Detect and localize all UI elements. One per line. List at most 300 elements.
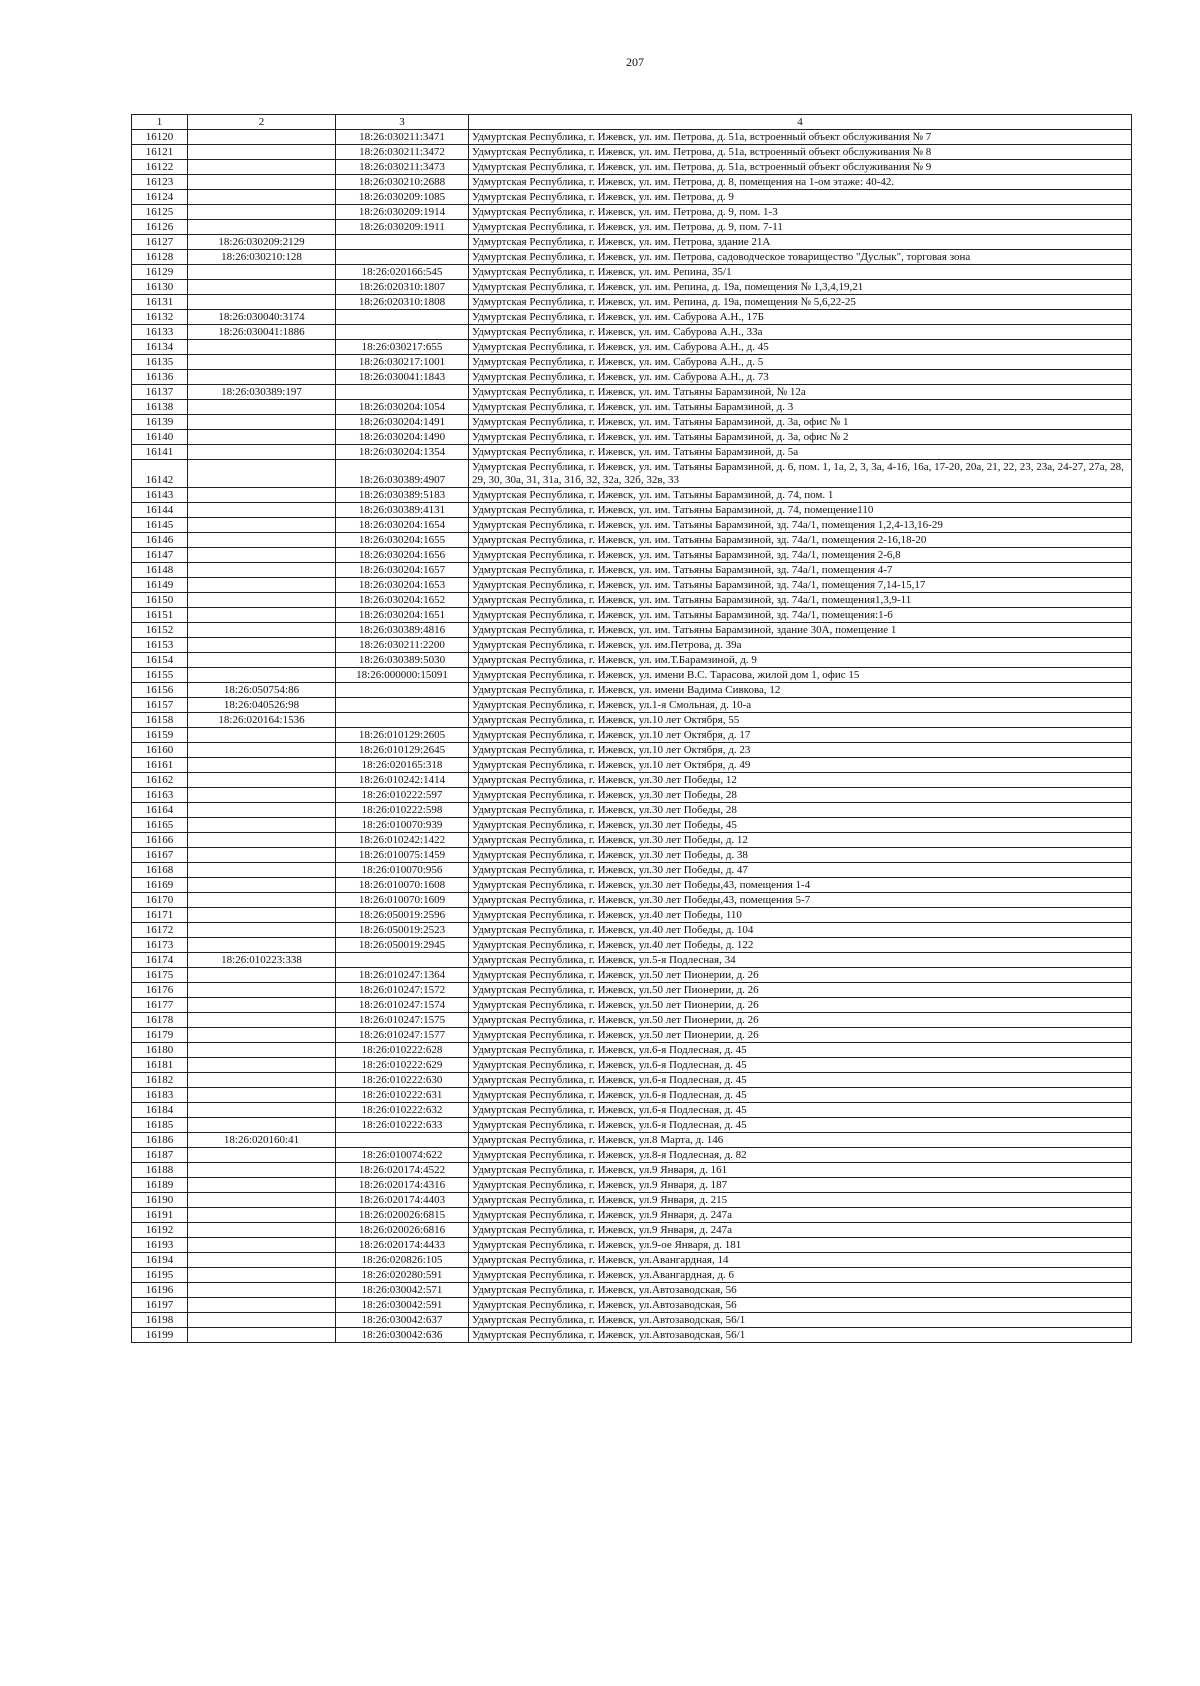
cadastral-number-building-cell: [188, 1043, 336, 1058]
address-cell: Удмуртская Республика, г. Ижевск, ул.30 лет Победы,43, помещения 1-4: [469, 878, 1132, 893]
cadastral-number-premises-cell: [336, 385, 469, 400]
address-cell: Удмуртская Республика, г. Ижевск, ул. им. Татьяны Барамзиной, зд. 74а/1, помещения 7,14-15,17: [469, 578, 1132, 593]
address-cell: Удмуртская Республика, г. Ижевск, ул.50 лет Пионерии, д. 26: [469, 1013, 1132, 1028]
table-row: [132, 728, 1132, 743]
table-row: [132, 923, 1132, 938]
cadastral-number-premises-cell: 18:26:010247:1364: [336, 968, 469, 983]
cadastral-number-building-cell: [188, 1088, 336, 1103]
cadastral-number-building-cell: [188, 593, 336, 608]
address-cell: Удмуртская Республика, г. Ижевск, ул. им. Татьяны Барамзиной, здание 30А, помещение 1: [469, 623, 1132, 638]
table-row: [132, 743, 1132, 758]
row-number-cell: 16137: [132, 385, 188, 400]
cadastral-number-building-cell: [188, 265, 336, 280]
address-cell: Удмуртская Республика, г. Ижевск, ул. им. Петрова, здание 21А: [469, 235, 1132, 250]
cadastral-number-premises-cell: 18:26:030042:636: [336, 1328, 469, 1343]
cadastral-number-building-cell: [188, 578, 336, 593]
column-header-2: 2: [188, 115, 336, 130]
cadastral-number-building-cell: [188, 743, 336, 758]
cadastral-number-premises-cell: 18:26:020826:105: [336, 1253, 469, 1268]
address-cell: Удмуртская Республика, г. Ижевск, ул.9 Января, д. 187: [469, 1178, 1132, 1193]
address-cell: Удмуртская Республика, г. Ижевск, ул. им. Сабурова А.Н., д. 45: [469, 340, 1132, 355]
cadastral-number-building-cell: [188, 803, 336, 818]
table-row: [132, 1058, 1132, 1073]
cadastral-number-building-cell: [188, 548, 336, 563]
row-number-cell: 16156: [132, 683, 188, 698]
row-number-cell: 16199: [132, 1328, 188, 1343]
table-row: [132, 205, 1132, 220]
table-row: [132, 1238, 1132, 1253]
cadastral-number-premises-cell: 18:26:010247:1574: [336, 998, 469, 1013]
address-cell: Удмуртская Республика, г. Ижевск, ул.10 лет Октября, д. 49: [469, 758, 1132, 773]
table-row: [132, 833, 1132, 848]
row-number-cell: 16198: [132, 1313, 188, 1328]
table-row: [132, 1313, 1132, 1328]
address-cell: Удмуртская Республика, г. Ижевск, ул. им. Сабурова А.Н., 17Б: [469, 310, 1132, 325]
address-cell: Удмуртская Республика, г. Ижевск, ул.9-ое Января, д. 181: [469, 1238, 1132, 1253]
cadastral-number-building-cell: [188, 460, 336, 488]
address-cell: Удмуртская Республика, г. Ижевск, ул.8 Марта, д. 146: [469, 1133, 1132, 1148]
table-row: [132, 683, 1132, 698]
address-cell: Удмуртская Республика, г. Ижевск, ул.9 Января, д. 215: [469, 1193, 1132, 1208]
cadastral-number-premises-cell: 18:26:030217:1001: [336, 355, 469, 370]
address-cell: Удмуртская Республика, г. Ижевск, ул. им. Татьяны Барамзиной, д. 3а, офис № 1: [469, 415, 1132, 430]
cadastral-number-building-cell: [188, 983, 336, 998]
cadastral-number-building-cell: 18:26:020160:41: [188, 1133, 336, 1148]
column-header-1: 1: [132, 115, 188, 130]
cadastral-number-building-cell: [188, 1103, 336, 1118]
cadastral-number-premises-cell: 18:26:010070:939: [336, 818, 469, 833]
table-row: [132, 430, 1132, 445]
cadastral-number-building-cell: [188, 1208, 336, 1223]
cadastral-number-building-cell: [188, 533, 336, 548]
cadastral-number-premises-cell: 18:26:010075:1459: [336, 848, 469, 863]
cadastral-number-premises-cell: 18:26:000000:15091: [336, 668, 469, 683]
cadastral-number-premises-cell: 18:26:030211:3471: [336, 130, 469, 145]
cadastral-number-premises-cell: 18:26:010247:1572: [336, 983, 469, 998]
address-cell: Удмуртская Республика, г. Ижевск, ул.50 лет Пионерии, д. 26: [469, 983, 1132, 998]
row-number-cell: 16185: [132, 1118, 188, 1133]
table-row: [132, 578, 1132, 593]
address-cell: Удмуртская Республика, г. Ижевск, ул. им. Татьяны Барамзиной, зд. 74а/1, помещения1,3,9-11: [469, 593, 1132, 608]
address-cell: Удмуртская Республика, г. Ижевск, ул.40 лет Победы, д. 104: [469, 923, 1132, 938]
table-row: [132, 1088, 1132, 1103]
cadastral-number-building-cell: [188, 833, 336, 848]
cadastral-number-premises-cell: 18:26:010129:2645: [336, 743, 469, 758]
cadastral-number-premises-cell: 18:26:050019:2945: [336, 938, 469, 953]
cadastral-number-building-cell: [188, 788, 336, 803]
address-cell: Удмуртская Республика, г. Ижевск, ул.50 лет Пионерии, д. 26: [469, 1028, 1132, 1043]
row-number-cell: 16129: [132, 265, 188, 280]
table-row: [132, 548, 1132, 563]
table-row: [132, 788, 1132, 803]
table-row: [132, 265, 1132, 280]
row-number-cell: 16172: [132, 923, 188, 938]
row-number-cell: 16146: [132, 533, 188, 548]
address-cell: Удмуртская Республика, г. Ижевск, ул. им. Татьяны Барамзиной, зд. 74а/1, помещения 4-7: [469, 563, 1132, 578]
table-row: [132, 325, 1132, 340]
table-row: [132, 280, 1132, 295]
row-number-cell: 16150: [132, 593, 188, 608]
address-cell: Удмуртская Республика, г. Ижевск, ул.30 лет Победы, д. 47: [469, 863, 1132, 878]
row-number-cell: 16135: [132, 355, 188, 370]
table-row: [132, 503, 1132, 518]
column-header-4: 4: [469, 115, 1132, 130]
address-cell: Удмуртская Республика, г. Ижевск, ул.6-я Подлесная, д. 45: [469, 1043, 1132, 1058]
cadastral-number-building-cell: [188, 415, 336, 430]
row-number-cell: 16128: [132, 250, 188, 265]
address-cell: Удмуртская Республика, г. Ижевск, ул. им. Репина, 35/1: [469, 265, 1132, 280]
table-row: [132, 623, 1132, 638]
address-cell: Удмуртская Республика, г. Ижевск, ул.Авангардная, 14: [469, 1253, 1132, 1268]
cadastral-number-premises-cell: 18:26:010222:598: [336, 803, 469, 818]
row-number-cell: 16173: [132, 938, 188, 953]
table-row: [132, 863, 1132, 878]
cadastral-number-premises-cell: 18:26:010242:1414: [336, 773, 469, 788]
address-cell: Удмуртская Республика, г. Ижевск, ул. им. Петрова, д. 51а, встроенный объект обслуживания № 7: [469, 130, 1132, 145]
cadastral-number-building-cell: 18:26:040526:98: [188, 698, 336, 713]
address-cell: Удмуртская Республика, г. Ижевск, ул.40 лет Победы, 110: [469, 908, 1132, 923]
address-cell: Удмуртская Республика, г. Ижевск, ул.50 лет Пионерии, д. 26: [469, 968, 1132, 983]
table-row: [132, 250, 1132, 265]
cadastral-number-building-cell: [188, 863, 336, 878]
row-number-cell: 16127: [132, 235, 188, 250]
table-row: [132, 983, 1132, 998]
table-row: [132, 968, 1132, 983]
cadastral-number-building-cell: [188, 430, 336, 445]
row-number-cell: 16136: [132, 370, 188, 385]
address-cell: Удмуртская Республика, г. Ижевск, ул. имени Вадима Сивкова, 12: [469, 683, 1132, 698]
row-number-cell: 16180: [132, 1043, 188, 1058]
row-number-cell: 16188: [132, 1163, 188, 1178]
table-row: [132, 190, 1132, 205]
table-row: [132, 713, 1132, 728]
table-row: [132, 145, 1132, 160]
row-number-cell: 16186: [132, 1133, 188, 1148]
row-number-cell: 16124: [132, 190, 188, 205]
row-number-cell: 16164: [132, 803, 188, 818]
cadastral-number-building-cell: [188, 923, 336, 938]
row-number-cell: 16148: [132, 563, 188, 578]
row-number-cell: 16157: [132, 698, 188, 713]
row-number-cell: 16192: [132, 1223, 188, 1238]
address-cell: Удмуртская Республика, г. Ижевск, ул.30 лет Победы, 45: [469, 818, 1132, 833]
table-row: [132, 295, 1132, 310]
cadastral-number-premises-cell: 18:26:030211:3472: [336, 145, 469, 160]
address-cell: Удмуртская Республика, г. Ижевск, ул. им. Татьяны Барамзиной, зд. 74а/1, помещения:1-6: [469, 608, 1132, 623]
cadastral-number-premises-cell: 18:26:030204:1653: [336, 578, 469, 593]
table-row: [132, 908, 1132, 923]
cadastral-number-building-cell: [188, 370, 336, 385]
cadastral-number-premises-cell: 18:26:030211:2200: [336, 638, 469, 653]
address-cell: Удмуртская Республика, г. Ижевск, ул. им. Татьяны Барамзиной, д. 74, пом. 1: [469, 488, 1132, 503]
table-row: [132, 953, 1132, 968]
row-number-cell: 16183: [132, 1088, 188, 1103]
table-row: [132, 1118, 1132, 1133]
cadastral-number-premises-cell: 18:26:020280:591: [336, 1268, 469, 1283]
row-number-cell: 16155: [132, 668, 188, 683]
cadastral-number-premises-cell: 18:26:010070:1609: [336, 893, 469, 908]
cadastral-number-building-cell: [188, 1028, 336, 1043]
row-number-cell: 16170: [132, 893, 188, 908]
cadastral-number-building-cell: [188, 908, 336, 923]
cadastral-number-building-cell: [188, 998, 336, 1013]
address-cell: Удмуртская Республика, г. Ижевск, ул. им. Репина, д. 19а, помещения № 1,3,4,19,21: [469, 280, 1132, 295]
address-cell: Удмуртская Республика, г. Ижевск, ул.30 лет Победы, 28: [469, 788, 1132, 803]
address-cell: Удмуртская Республика, г. Ижевск, ул. им. Татьяны Барамзиной, № 12а: [469, 385, 1132, 400]
cadastral-number-premises-cell: 18:26:020165:318: [336, 758, 469, 773]
row-number-cell: 16145: [132, 518, 188, 533]
cadastral-number-premises-cell: 18:26:030042:591: [336, 1298, 469, 1313]
row-number-cell: 16197: [132, 1298, 188, 1313]
cadastral-number-premises-cell: 18:26:020174:4403: [336, 1193, 469, 1208]
row-number-cell: 16169: [132, 878, 188, 893]
cadastral-number-building-cell: [188, 968, 336, 983]
cadastral-number-building-cell: [188, 938, 336, 953]
table-row: [132, 818, 1132, 833]
address-cell: Удмуртская Республика, г. Ижевск, ул. им. Татьяны Барамзиной, д. 74, помещение110: [469, 503, 1132, 518]
cadastral-number-building-cell: [188, 280, 336, 295]
table-row: [132, 848, 1132, 863]
table-row: [132, 1253, 1132, 1268]
cadastral-number-building-cell: [188, 1253, 336, 1268]
row-number-cell: 16174: [132, 953, 188, 968]
table-row: [132, 130, 1132, 145]
table-row: [132, 175, 1132, 190]
address-cell: Удмуртская Республика, г. Ижевск, ул.Автозаводская, 56: [469, 1283, 1132, 1298]
row-number-cell: 16138: [132, 400, 188, 415]
address-cell: Удмуртская Республика, г. Ижевск, ул. им. Сабурова А.Н., 33а: [469, 325, 1132, 340]
cadastral-number-premises-cell: 18:26:030389:4907: [336, 460, 469, 488]
address-cell: Удмуртская Республика, г. Ижевск, ул.6-я Подлесная, д. 45: [469, 1058, 1132, 1073]
cadastral-number-premises-cell: [336, 235, 469, 250]
row-number-cell: 16163: [132, 788, 188, 803]
address-cell: Удмуртская Республика, г. Ижевск, ул.9 Января, д. 161: [469, 1163, 1132, 1178]
cadastral-number-premises-cell: 18:26:030389:4131: [336, 503, 469, 518]
table-row: [132, 460, 1132, 488]
cadastral-number-premises-cell: 18:26:010222:629: [336, 1058, 469, 1073]
cadastral-number-premises-cell: 18:26:010222:628: [336, 1043, 469, 1058]
cadastral-number-building-cell: [188, 1223, 336, 1238]
table-row: [132, 1208, 1132, 1223]
table-header-row: [132, 115, 1132, 130]
cadastral-number-premises-cell: 18:26:030217:655: [336, 340, 469, 355]
row-number-cell: 16168: [132, 863, 188, 878]
cadastral-number-premises-cell: 18:26:050019:2596: [336, 908, 469, 923]
cadastral-number-building-cell: [188, 1313, 336, 1328]
table-row: [132, 563, 1132, 578]
cadastral-number-premises-cell: 18:26:030204:1655: [336, 533, 469, 548]
address-cell: Удмуртская Республика, г. Ижевск, ул.10 лет Октября, д. 23: [469, 743, 1132, 758]
cadastral-number-building-cell: [188, 878, 336, 893]
table-row: [132, 608, 1132, 623]
table-row: [132, 1178, 1132, 1193]
address-cell: Удмуртская Республика, г. Ижевск, ул.Авангардная, д. 6: [469, 1268, 1132, 1283]
cadastral-number-building-cell: [188, 623, 336, 638]
row-number-cell: 16177: [132, 998, 188, 1013]
table-row: [132, 668, 1132, 683]
cadastral-number-premises-cell: 18:26:030204:1651: [336, 608, 469, 623]
address-cell: Удмуртская Республика, г. Ижевск, ул.6-я Подлесная, д. 45: [469, 1103, 1132, 1118]
table-row: [132, 1013, 1132, 1028]
cadastral-number-premises-cell: 18:26:010247:1577: [336, 1028, 469, 1043]
cadastral-number-building-cell: [188, 1298, 336, 1313]
address-cell: Удмуртская Республика, г. Ижевск, ул.40 лет Победы, д. 122: [469, 938, 1132, 953]
row-number-cell: 16126: [132, 220, 188, 235]
table-row: [132, 698, 1132, 713]
table-row: [132, 1268, 1132, 1283]
cadastral-number-building-cell: 18:26:030041:1886: [188, 325, 336, 340]
cadastral-number-building-cell: [188, 400, 336, 415]
cadastral-number-premises-cell: 18:26:010222:633: [336, 1118, 469, 1133]
cadastral-number-building-cell: [188, 145, 336, 160]
cadastral-number-building-cell: [188, 773, 336, 788]
table-row: [132, 893, 1132, 908]
row-number-cell: 16132: [132, 310, 188, 325]
row-number-cell: 16153: [132, 638, 188, 653]
cadastral-number-premises-cell: [336, 1133, 469, 1148]
cadastral-number-premises-cell: [336, 325, 469, 340]
cadastral-number-building-cell: 18:26:010223:338: [188, 953, 336, 968]
table-row: [132, 1148, 1132, 1163]
cadastral-number-building-cell: [188, 488, 336, 503]
cadastral-number-premises-cell: 18:26:020026:6815: [336, 1208, 469, 1223]
row-number-cell: 16149: [132, 578, 188, 593]
table-row: [132, 1163, 1132, 1178]
cadastral-number-building-cell: [188, 130, 336, 145]
cadastral-number-premises-cell: 18:26:010222:597: [336, 788, 469, 803]
cadastral-number-building-cell: 18:26:030040:3174: [188, 310, 336, 325]
address-cell: Удмуртская Республика, г. Ижевск, ул. им. Петрова, д. 8, помещения на 1-ом этаже: 40-42.: [469, 175, 1132, 190]
cadastral-number-premises-cell: 18:26:010222:630: [336, 1073, 469, 1088]
address-cell: Удмуртская Республика, г. Ижевск, ул. им. Петрова, д. 9: [469, 190, 1132, 205]
table-row: [132, 385, 1132, 400]
cadastral-number-building-cell: [188, 1148, 336, 1163]
address-cell: Удмуртская Республика, г. Ижевск, ул.6-я Подлесная, д. 45: [469, 1118, 1132, 1133]
table-row: [132, 1133, 1132, 1148]
row-number-cell: 16151: [132, 608, 188, 623]
row-number-cell: 16134: [132, 340, 188, 355]
address-cell: Удмуртская Республика, г. Ижевск, ул. им.Т.Барамзиной, д. 9: [469, 653, 1132, 668]
cadastral-number-building-cell: [188, 1328, 336, 1343]
address-cell: Удмуртская Республика, г. Ижевск, ул.Автозаводская, 56: [469, 1298, 1132, 1313]
cadastral-number-building-cell: [188, 638, 336, 653]
table-row: [132, 1073, 1132, 1088]
cadastral-number-building-cell: [188, 608, 336, 623]
cadastral-number-building-cell: [188, 518, 336, 533]
table-row: [132, 1223, 1132, 1238]
cadastral-number-premises-cell: [336, 713, 469, 728]
cadastral-number-building-cell: [188, 175, 336, 190]
row-number-cell: 16193: [132, 1238, 188, 1253]
row-number-cell: 16195: [132, 1268, 188, 1283]
cadastral-number-premises-cell: 18:26:030204:1054: [336, 400, 469, 415]
row-number-cell: 16159: [132, 728, 188, 743]
cadastral-number-premises-cell: 18:26:030209:1085: [336, 190, 469, 205]
address-cell: Удмуртская Республика, г. Ижевск, ул. им. Петрова, д. 9, пом. 7-11: [469, 220, 1132, 235]
row-number-cell: 16194: [132, 1253, 188, 1268]
row-number-cell: 16131: [132, 295, 188, 310]
cadastral-number-premises-cell: [336, 953, 469, 968]
row-number-cell: 16122: [132, 160, 188, 175]
row-number-cell: 16181: [132, 1058, 188, 1073]
row-number-cell: 16158: [132, 713, 188, 728]
row-number-cell: 16182: [132, 1073, 188, 1088]
row-number-cell: 16144: [132, 503, 188, 518]
table-row: [132, 803, 1132, 818]
table-row: [132, 340, 1132, 355]
cadastral-number-building-cell: [188, 653, 336, 668]
cadastral-number-premises-cell: 18:26:030204:1652: [336, 593, 469, 608]
address-cell: Удмуртская Республика, г. Ижевск, ул.50 лет Пионерии, д. 26: [469, 998, 1132, 1013]
cadastral-number-premises-cell: 18:26:010222:631: [336, 1088, 469, 1103]
address-cell: Удмуртская Республика, г. Ижевск, ул. им. Татьяны Барамзиной, д. 3: [469, 400, 1132, 415]
cadastral-number-premises-cell: 18:26:010070:956: [336, 863, 469, 878]
table-row: [132, 370, 1132, 385]
cadastral-number-premises-cell: 18:26:030042:637: [336, 1313, 469, 1328]
cadastral-number-premises-cell: 18:26:020174:4522: [336, 1163, 469, 1178]
table-row: [132, 445, 1132, 460]
table-row: [132, 488, 1132, 503]
row-number-cell: 16191: [132, 1208, 188, 1223]
address-cell: Удмуртская Республика, г. Ижевск, ул.6-я Подлесная, д. 45: [469, 1073, 1132, 1088]
row-number-cell: 16196: [132, 1283, 188, 1298]
cadastral-number-premises-cell: 18:26:010129:2605: [336, 728, 469, 743]
cadastral-number-premises-cell: 18:26:030204:1656: [336, 548, 469, 563]
cadastral-number-building-cell: [188, 1013, 336, 1028]
cadastral-number-premises-cell: 18:26:030209:1911: [336, 220, 469, 235]
table-row: [132, 355, 1132, 370]
row-number-cell: 16142: [132, 460, 188, 488]
address-cell: Удмуртская Республика, г. Ижевск, ул.6-я Подлесная, д. 45: [469, 1088, 1132, 1103]
cadastral-number-building-cell: [188, 1163, 336, 1178]
address-cell: Удмуртская Республика, г. Ижевск, ул. имени В.С. Тарасова, жилой дом 1, офис 15: [469, 668, 1132, 683]
address-cell: Удмуртская Республика, г. Ижевск, ул. им. Татьяны Барамзиной, зд. 74а/1, помещения 2-6,8: [469, 548, 1132, 563]
cadastral-number-premises-cell: 18:26:030204:1491: [336, 415, 469, 430]
row-number-cell: 16123: [132, 175, 188, 190]
cadastral-number-building-cell: [188, 1073, 336, 1088]
cadastral-number-building-cell: [188, 205, 336, 220]
cadastral-number-premises-cell: 18:26:030204:1354: [336, 445, 469, 460]
cadastral-number-building-cell: 18:26:020164:1536: [188, 713, 336, 728]
cadastral-number-building-cell: [188, 728, 336, 743]
address-cell: Удмуртская Республика, г. Ижевск, ул. им. Петрова, д. 9, пом. 1-3: [469, 205, 1132, 220]
table-row: [132, 758, 1132, 773]
row-number-cell: 16190: [132, 1193, 188, 1208]
row-number-cell: 16141: [132, 445, 188, 460]
row-number-cell: 16143: [132, 488, 188, 503]
address-cell: Удмуртская Республика, г. Ижевск, ул. им. Петрова, садоводческое товарищество "Дуслык", торговая зона: [469, 250, 1132, 265]
cadastral-number-premises-cell: 18:26:010247:1575: [336, 1013, 469, 1028]
cadastral-number-building-cell: [188, 220, 336, 235]
table-row: [132, 938, 1132, 953]
table-row: [132, 1043, 1132, 1058]
table-row: [132, 1298, 1132, 1313]
address-cell: Удмуртская Республика, г. Ижевск, ул.10 лет Октября, д. 17: [469, 728, 1132, 743]
table-row: [132, 638, 1132, 653]
address-cell: Удмуртская Республика, г. Ижевск, ул.30 лет Победы, 28: [469, 803, 1132, 818]
row-number-cell: 16189: [132, 1178, 188, 1193]
cadastral-number-building-cell: [188, 1178, 336, 1193]
address-cell: Удмуртская Республика, г. Ижевск, ул.9 Января, д. 247а: [469, 1208, 1132, 1223]
table-row: [132, 1028, 1132, 1043]
row-number-cell: 16161: [132, 758, 188, 773]
cadastral-number-premises-cell: 18:26:030389:5030: [336, 653, 469, 668]
cadastral-number-building-cell: [188, 340, 336, 355]
address-cell: Удмуртская Республика, г. Ижевск, ул. им. Сабурова А.Н., д. 5: [469, 355, 1132, 370]
cadastral-number-building-cell: [188, 1058, 336, 1073]
cadastral-number-premises-cell: [336, 683, 469, 698]
row-number-cell: 16147: [132, 548, 188, 563]
